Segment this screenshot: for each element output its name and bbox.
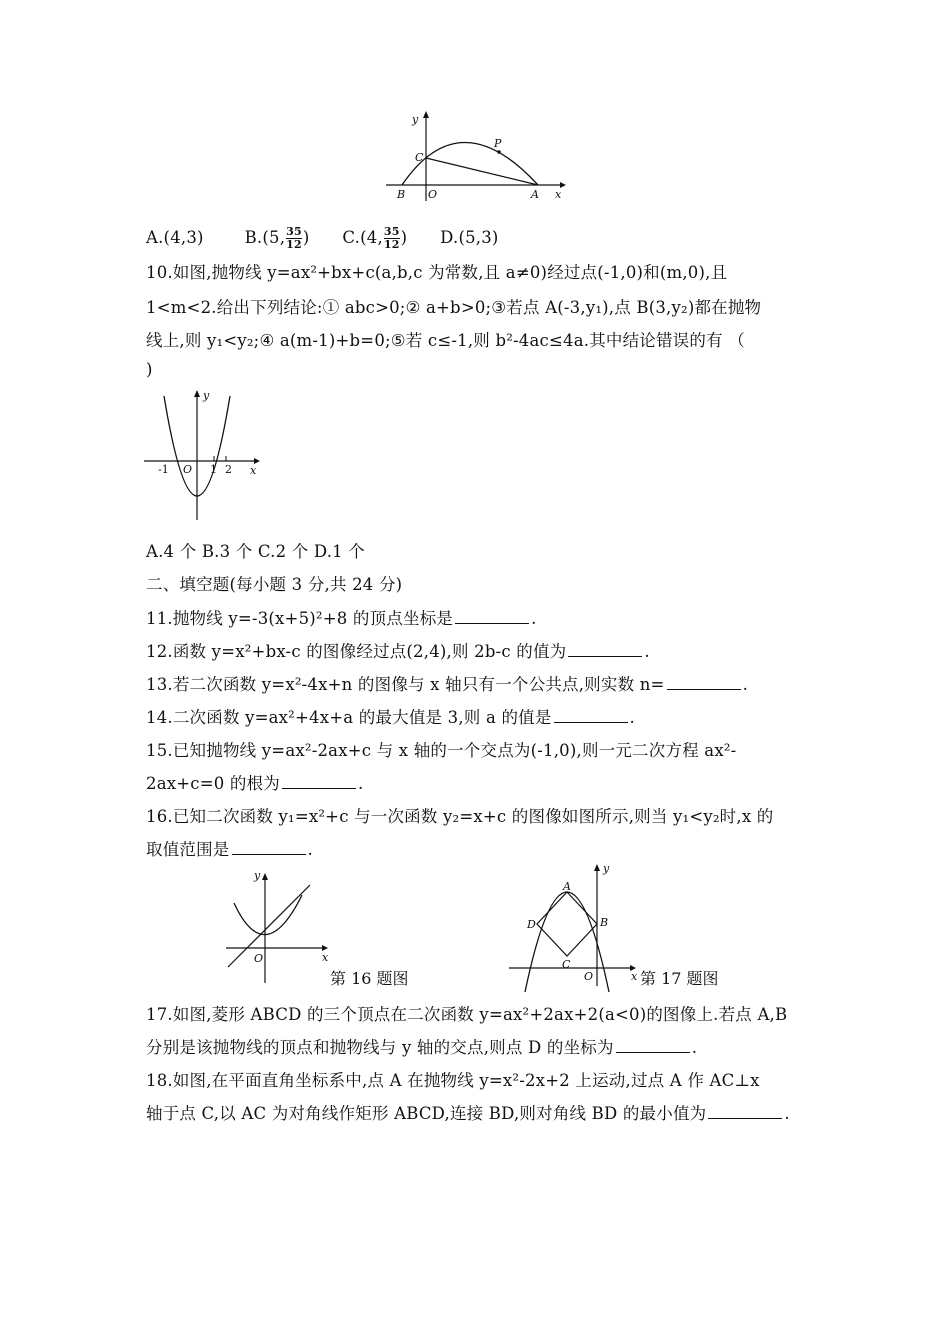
q15-line-2: 2ax+c=0 的根为 . xyxy=(146,770,363,794)
q13: 13.若二次函数 y=x²-4x+n 的图像与 x 轴只有一个公共点,则实数 n= . xyxy=(146,671,748,695)
q16-line-2: 取值范围是 . xyxy=(146,836,313,860)
q10-line-2: 1<m<2.给出下列结论:① abc>0;② a+b>0;③若点 A(-3,y₁),点 B(3,y₂)都在抛物 xyxy=(146,298,762,317)
q12: 12.函数 y=x²+bx-c 的图像经过点(2,4),则 2b-c 的值为 . xyxy=(146,638,650,662)
q16-line-1: 16.已知二次函数 y₁=x²+c 与一次函数 y₂=x+c 的图像如图所示,则当 y₁<y₂时,x 的 xyxy=(146,807,774,826)
q9-options xyxy=(146,226,499,251)
fig17-caption: 第 17 题图 xyxy=(640,969,719,988)
q14-answer-blank[interactable] xyxy=(554,706,628,724)
q9-option-a: A.(4,3) xyxy=(146,228,204,247)
fig10-two-label: 2 xyxy=(225,463,232,476)
fig10-minus-one-label: -1 xyxy=(158,463,169,476)
q17-line-2: 分别是该抛物线的顶点和抛物线与 y 轴的交点,则点 D 的坐标为 . xyxy=(146,1034,697,1058)
q17-line-1: 17.如图,菱形 ABCD 的三个顶点在二次函数 y=ax²+2ax+2(a<0)的图像上.若点 A,B xyxy=(146,1005,788,1024)
fig17-d-label: D xyxy=(527,918,536,931)
fig17-y-label: y xyxy=(603,862,610,875)
q9-option-b: B.(5, $\frac{35}{12}$ ) xyxy=(244,225,310,251)
q17-answer-blank[interactable] xyxy=(616,1036,690,1054)
fig9-p-label: P xyxy=(494,137,502,150)
fig9-o-label: O xyxy=(428,188,438,201)
fig10-y-label: y xyxy=(203,389,210,402)
fig16-y-label: y xyxy=(254,869,261,882)
q16-answer-blank[interactable] xyxy=(232,838,306,856)
fig17-o-label: O xyxy=(584,970,594,983)
fig9-y-label: y xyxy=(412,113,419,126)
fig9-a-label: A xyxy=(531,188,539,201)
q14: 14.二次函数 y=ax²+4x+a 的最大值是 3,则 a 的值是 . xyxy=(146,704,635,728)
fig16-x-label: x xyxy=(322,951,329,964)
fig17-a-label: A xyxy=(563,880,571,893)
fig16-o-label: O xyxy=(254,952,264,965)
q10-options: A.4 个 B.3 个 C.2 个 D.1 个 xyxy=(146,542,366,561)
figure-q9 xyxy=(380,105,580,215)
q11-answer-blank[interactable] xyxy=(455,607,529,625)
q13-answer-blank[interactable] xyxy=(667,673,741,691)
fig10-o-label: O xyxy=(183,463,193,476)
q15-answer-blank[interactable] xyxy=(282,772,356,790)
q9-option-d: D.(5,3) xyxy=(440,228,499,247)
fig17-c-label: C xyxy=(562,958,571,971)
figure-q16 xyxy=(222,865,332,985)
fig9-b-label: B xyxy=(397,188,406,201)
fig16-caption: 第 16 题图 xyxy=(330,969,409,988)
fig17-x-label: x xyxy=(631,970,638,983)
fig9-c-label: C xyxy=(415,151,424,164)
q18-answer-blank[interactable] xyxy=(708,1102,782,1120)
q10-line-3: 线上,则 y₁<y₂;④ a(m-1)+b=0;⑤若 c≤-1,则 b²-4ac≤4a.其中结论错误的有 （ xyxy=(146,331,745,350)
q12-answer-blank[interactable] xyxy=(568,640,642,658)
q18-line-2: 轴于点 C,以 AC 为对角线作矩形 ABCD,连接 BD,则对角线 BD 的最小值为 . xyxy=(146,1100,790,1124)
q11: 11.抛物线 y=-3(x+5)²+8 的顶点坐标是 . xyxy=(146,605,537,629)
fig10-one-label: 1 xyxy=(210,463,217,476)
q9-option-c: C.(4, $\frac{35}{12}$ ) xyxy=(342,225,408,251)
q10-line-1: 10.如图,抛物线 y=ax²+bx+c(a,b,c 为常数,且 a≠0)经过点(-1,0)和(m,0),且 xyxy=(146,263,728,282)
fig9-x-label: x xyxy=(555,188,562,201)
q10-line-4: ) xyxy=(146,360,153,379)
fig17-b-label: B xyxy=(600,916,609,929)
figure-q10 xyxy=(140,388,265,528)
figure-q17 xyxy=(505,862,640,992)
fig10-x-label: x xyxy=(250,464,257,477)
section-2-heading: 二、填空题(每小题 3 分,共 24 分) xyxy=(146,575,403,594)
q15-line-1: 15.已知抛物线 y=ax²-2ax+c 与 x 轴的一个交点为(-1,0),则一元二次方程 ax²- xyxy=(146,741,737,760)
q18-line-1: 18.如图,在平面直角坐标系中,点 A 在抛物线 y=x²-2x+2 上运动,过点 A 作 AC⊥x xyxy=(146,1071,760,1090)
